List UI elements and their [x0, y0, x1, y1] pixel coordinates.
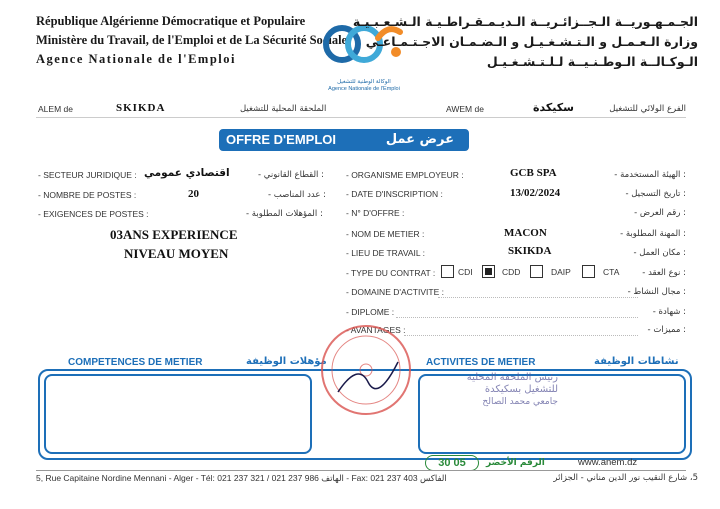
cdd-checkbox[interactable] — [482, 265, 495, 278]
exigences-line2: NIVEAU MOYEN — [124, 246, 229, 261]
official-stamp — [318, 322, 414, 418]
header-fr-line2: Ministère du Travail, de l'Emploi et de La Sécurité Sociale — [36, 33, 348, 47]
stamp-line2: للتشغيل بسكيكدة — [484, 384, 558, 395]
avantages-label: - AVANTAGES : — [346, 325, 406, 335]
lieu-ar-label: - مكان العمل : — [633, 248, 686, 258]
footer-address-ar: 5، شارع النقيب نور الدين مناني - الجزائر — [553, 473, 698, 483]
exigences-label: - EXIGENCES DE POSTES : — [38, 209, 149, 219]
exigences-ar-label: - المؤهلات المطلوبة : — [246, 209, 323, 219]
date-label: - DATE D'INSCRIPTION : — [346, 189, 443, 199]
stamp-icon — [318, 322, 414, 418]
date-value: 13/02/2024 — [510, 187, 561, 199]
activites-title-fr: ACTIVITES DE METIER — [426, 357, 536, 368]
avantages-ar-label: - مميزات : — [647, 325, 686, 335]
offre-ar-label: - رقم العرض : — [634, 208, 686, 218]
logo-caption-fr: Agence Nationale de l'Emploi — [328, 86, 400, 92]
contrat-label: - TYPE DU CONTRAT : — [346, 268, 436, 278]
postes-value: 20 — [188, 188, 199, 200]
date-ar-label: - تاريخ التسجيل : — [625, 189, 686, 199]
competences-title-ar: مؤهلات الوظيفة — [246, 356, 327, 367]
avantages-dotted-line — [404, 335, 638, 336]
organisme-label: - ORGANISME EMPLOYEUR : — [346, 170, 464, 180]
activites-title-ar: نشاطات الوظيفة — [594, 356, 679, 367]
cdi-label: CDI — [458, 267, 473, 277]
exigences-line1: 03ANS EXPERIENCE — [110, 227, 238, 242]
green-number-badge — [425, 455, 479, 471]
domaine-label: - DOMAINE D'ACTIVITE : — [346, 287, 444, 297]
diplome-label: - DIPLOME : — [346, 307, 395, 317]
postes-label: - NOMBRE DE POSTES : — [38, 190, 137, 200]
daip-label: DAIP — [551, 267, 571, 277]
green-number-label: الرقم الأخضر — [486, 458, 545, 468]
offre-label: - N° D'OFFRE : — [346, 208, 405, 218]
alem-value: SKIKDA — [116, 102, 166, 114]
diplome-ar-label: - شهادة : — [652, 307, 686, 317]
awem-value: سكيكدة — [533, 101, 574, 114]
alem-label: ALEM de — [38, 104, 73, 114]
lieu-value: SKIKDA — [508, 245, 552, 257]
header-fr-line1: République Algérienne Démocratique et Populaire — [36, 14, 306, 28]
organisme-ar-label: - الهيئة المستخدمة : — [614, 170, 686, 180]
signature-stamp-text — [418, 372, 558, 408]
competences-title-fr: COMPETENCES DE METIER — [68, 357, 203, 368]
title-fr: OFFRE D'EMPLOI — [226, 132, 336, 147]
header-ar-line3: الـوكـالــة الـوطـنـيــة لـلـتـشـغـيـل — [486, 54, 698, 69]
domaine-ar-label: - مجال النشاط : — [627, 287, 686, 297]
website-link[interactable]: www.anem.dz — [578, 457, 638, 468]
cdi-checkbox[interactable] — [441, 265, 454, 278]
metier-label: - NOM DE METIER : — [346, 229, 425, 239]
contrat-ar-label: - نوع العقد : — [642, 268, 686, 278]
header-ar-line2: وزارة الـعـمـل و الـتـشـغـيـل و الـضـمـان الاجـتـمـاعـي — [365, 34, 698, 49]
cta-checkbox[interactable] — [582, 265, 595, 278]
secteur-value: اقتصادي عمومي — [144, 167, 230, 179]
header-arabic — [353, 12, 698, 72]
cdd-label: CDD — [502, 267, 521, 277]
footer-address-fr: 5, Rue Capitaine Nordine Mennani - Alger - Tél: 021 237 321 / 021 237 986 الهاتف - Fax: 021 237 403 الفاكس — [36, 473, 447, 483]
stamp-line3: جامعي محمد الصالح — [482, 397, 558, 407]
lieu-label: - LIEU DE TRAVAIL : — [346, 248, 426, 258]
domaine-dotted-line — [438, 297, 638, 298]
metier-value: MACON — [504, 227, 547, 239]
awem-label: AWEM de — [446, 104, 484, 114]
secteur-ar-label: - القطاع القانوني : — [258, 170, 324, 180]
header-fr-line3: Agence Nationale de l'Emploi — [36, 52, 236, 66]
footer-divider — [36, 470, 686, 471]
offer-title-box — [219, 129, 469, 151]
header-french — [36, 12, 347, 69]
divider — [36, 117, 686, 118]
organisme-value: GCB SPA — [510, 167, 557, 179]
logo-caption-ar: الوكالة الوطنية للتشغيل — [337, 79, 391, 85]
diplome-dotted-line — [396, 317, 638, 318]
title-ar: عرض عمل — [385, 132, 454, 147]
awem-ar-label: الفرع الولائي للتشغيل — [609, 104, 686, 114]
postes-ar-label: - عدد المناصب : — [268, 190, 326, 200]
competences-box[interactable] — [44, 374, 312, 454]
daip-checkbox[interactable] — [530, 265, 543, 278]
secteur-label: - SECTEUR JURIDIQUE : — [38, 170, 137, 180]
stamp-line1: رئيس الملحقة المحلية — [466, 372, 558, 383]
metier-ar-label: - المهنة المطلوبة : — [620, 229, 686, 239]
header-ar-line1: الجـمـهـوريــة الـجــزائـريــة الـديـمـقـراطـيـة الـشـعـبـيـة — [352, 14, 698, 29]
cta-label: CTA — [603, 267, 620, 277]
green-number: 30 05 — [438, 457, 466, 469]
alem-ar-label: الملحقة المحلية للتشغيل — [240, 104, 327, 114]
